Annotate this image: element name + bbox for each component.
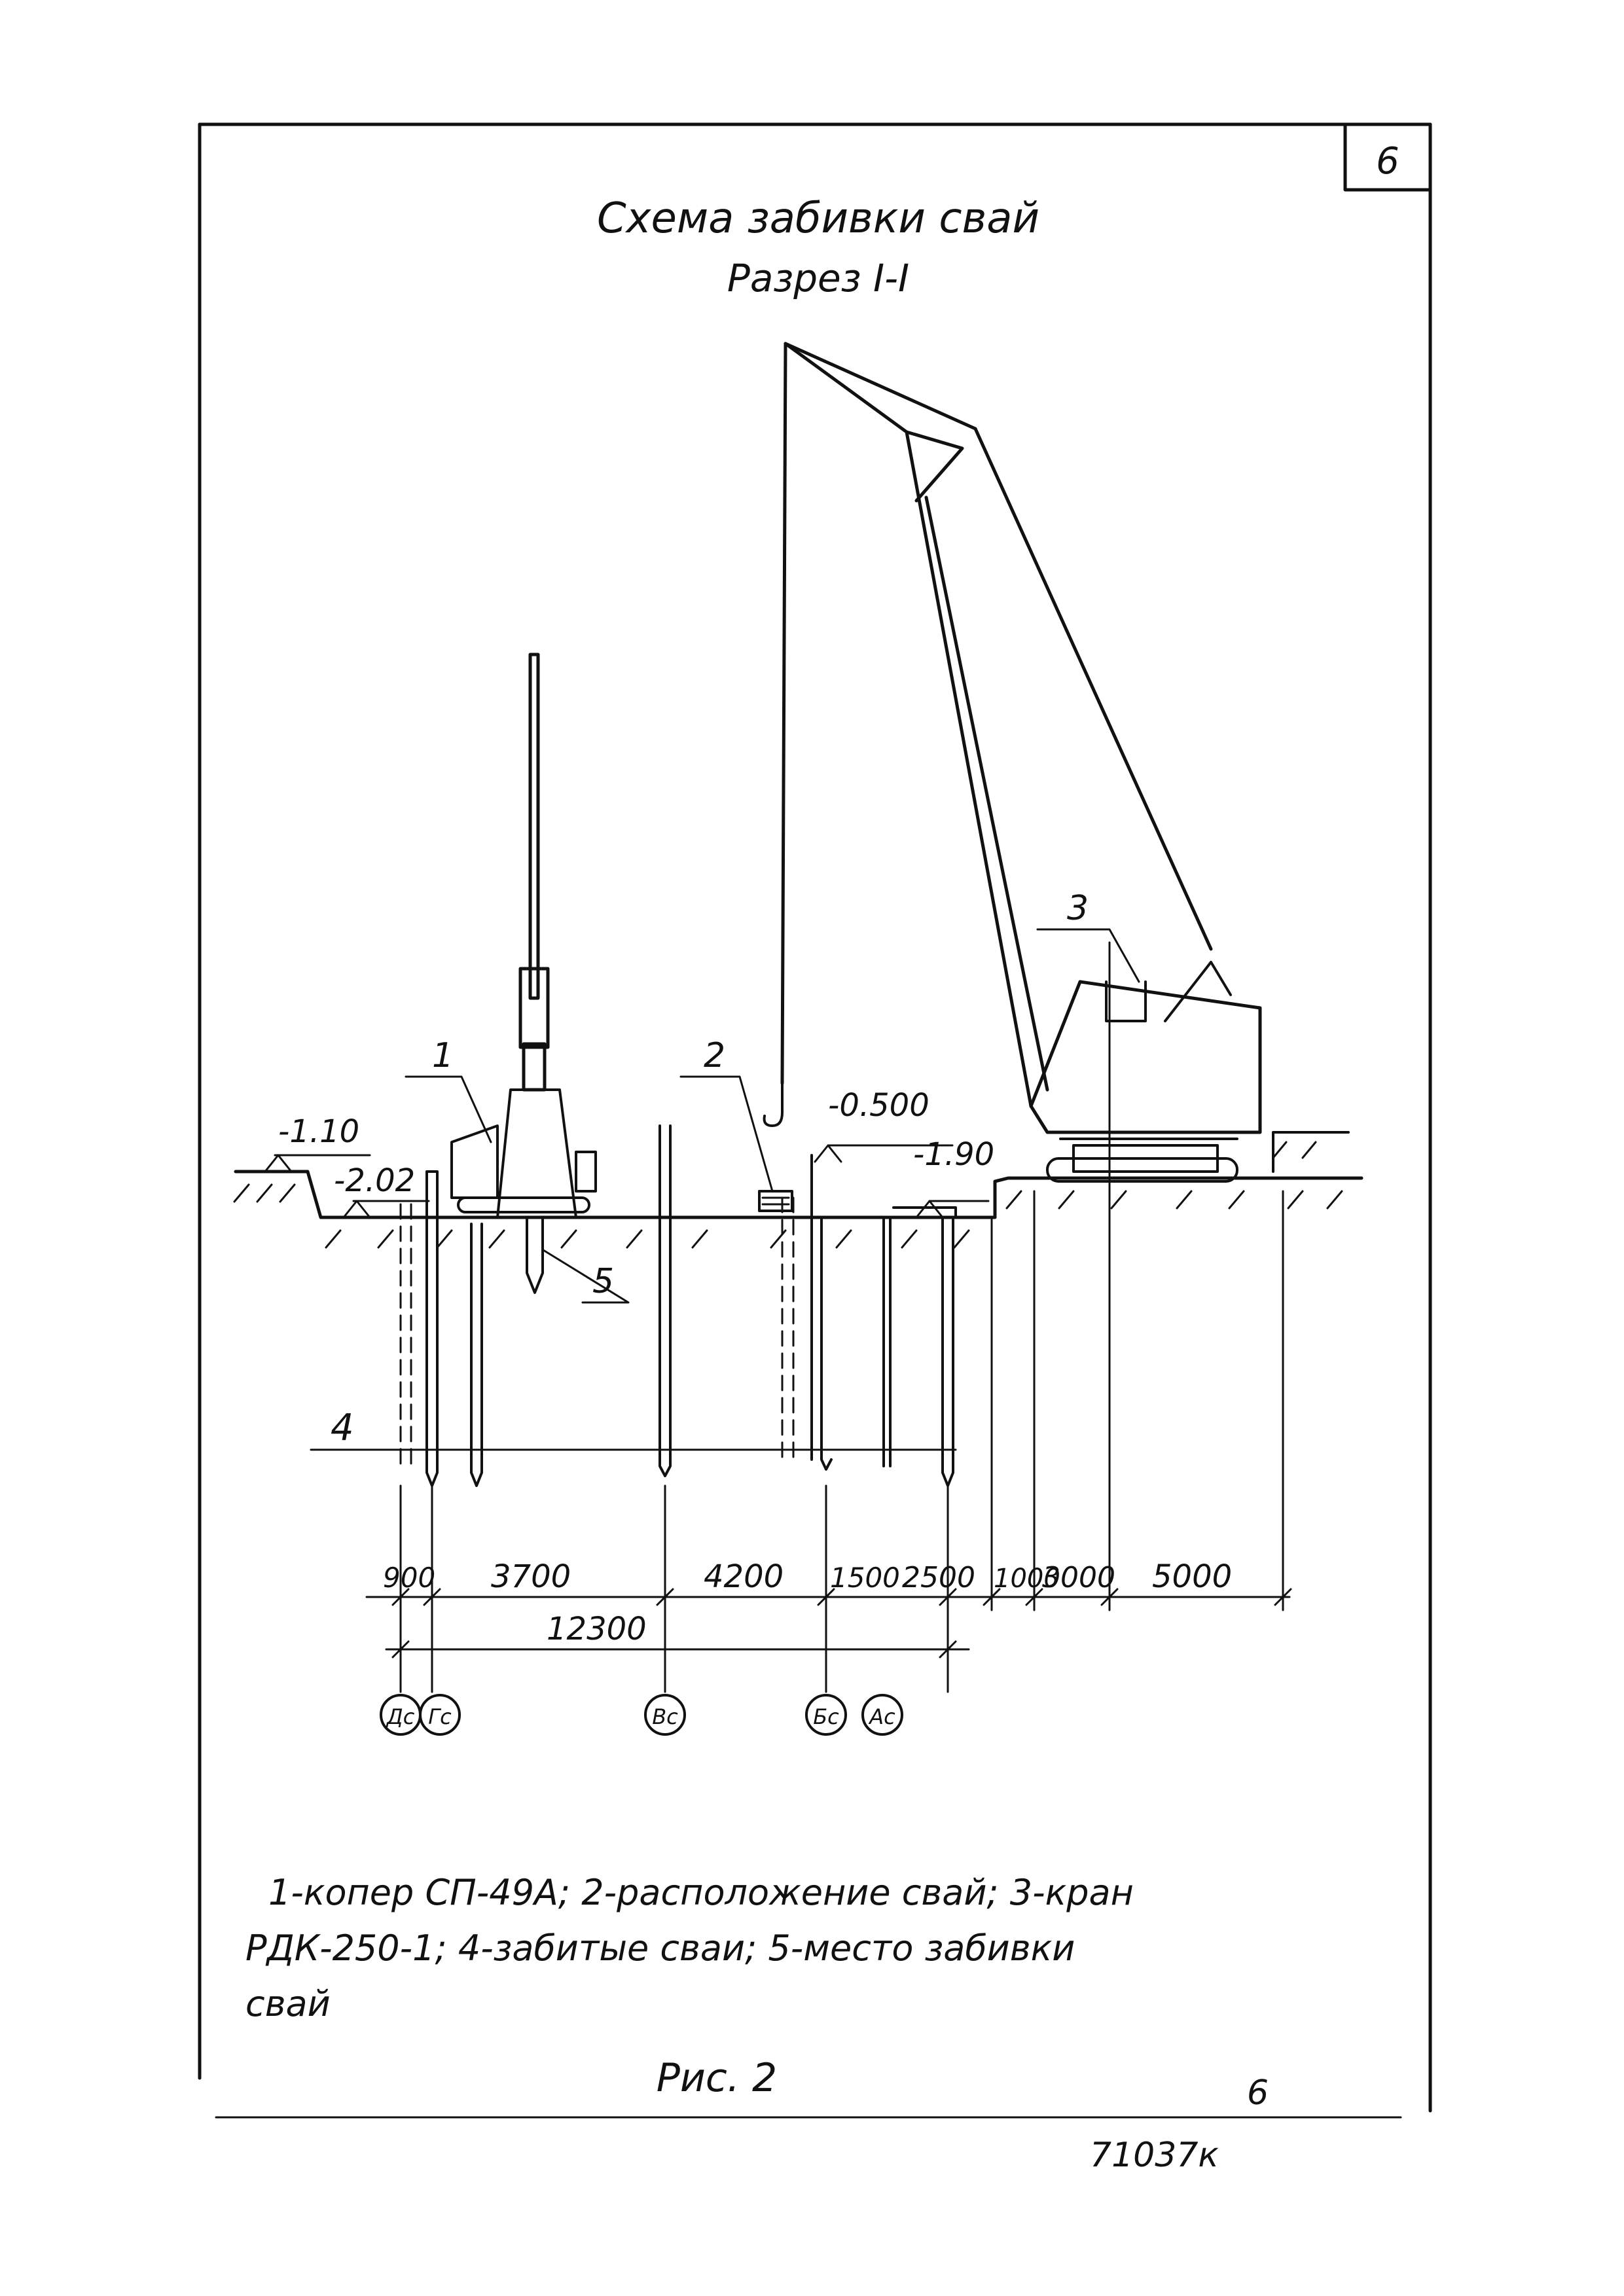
dim-4200: 4200: [704, 1558, 784, 1595]
dim-3700: 3700: [491, 1558, 571, 1595]
piles: [401, 1126, 956, 1486]
dim-3000: 3000: [1042, 1561, 1115, 1594]
callout-1: 1: [432, 1036, 454, 1075]
level-mark-2: -2.02: [334, 1162, 416, 1199]
legend-line-1: 1-копер СП-49А; 2-расположение свай; 3-кран: [268, 1872, 1134, 1913]
callout-3: 3: [1067, 889, 1089, 928]
sheet-frame: [200, 124, 1430, 2117]
pile-driver-rig: [452, 655, 596, 1293]
diagram-title: Схема забивки свай: [596, 194, 1040, 243]
dim-900: 900: [383, 1562, 436, 1594]
level-mark-1: -1.10: [278, 1113, 360, 1150]
dim-5000: 5000: [1152, 1558, 1233, 1595]
axis-label-bc: Бс: [813, 1704, 839, 1729]
axis-label-dc: Дс: [386, 1704, 415, 1729]
document-code: 71037к: [1090, 2136, 1219, 2175]
level-mark-4: -1.90: [913, 1136, 995, 1173]
figure-caption: Рис. 2: [656, 2055, 778, 2101]
callout-5: 5: [592, 1262, 615, 1301]
dim-1000: 1000: [994, 1564, 1060, 1594]
section-title: Разрез I-I: [727, 256, 910, 300]
legend-line-2: РДК-250-1; 4-забитые сваи; 5-место забивки: [245, 1928, 1075, 1969]
pile-stack: [759, 1191, 792, 1211]
axis-label-vc: Вс: [652, 1704, 678, 1729]
page-number: 6: [1247, 2073, 1269, 2113]
dim-1500: 1500: [830, 1562, 900, 1594]
dim-2500: 2500: [902, 1561, 975, 1594]
corner-mark: 6: [1376, 140, 1399, 183]
callout-4: 4: [331, 1407, 354, 1449]
level-mark-3: -0.500: [828, 1087, 929, 1124]
axis-label-ac: Ас: [869, 1704, 895, 1729]
dim-total-12300: 12300: [547, 1611, 647, 1647]
crane: [765, 344, 1261, 1181]
callout-2: 2: [704, 1036, 726, 1075]
axis-label-gc: Гс: [428, 1704, 452, 1729]
legend-line-3: свай: [245, 1983, 331, 2024]
